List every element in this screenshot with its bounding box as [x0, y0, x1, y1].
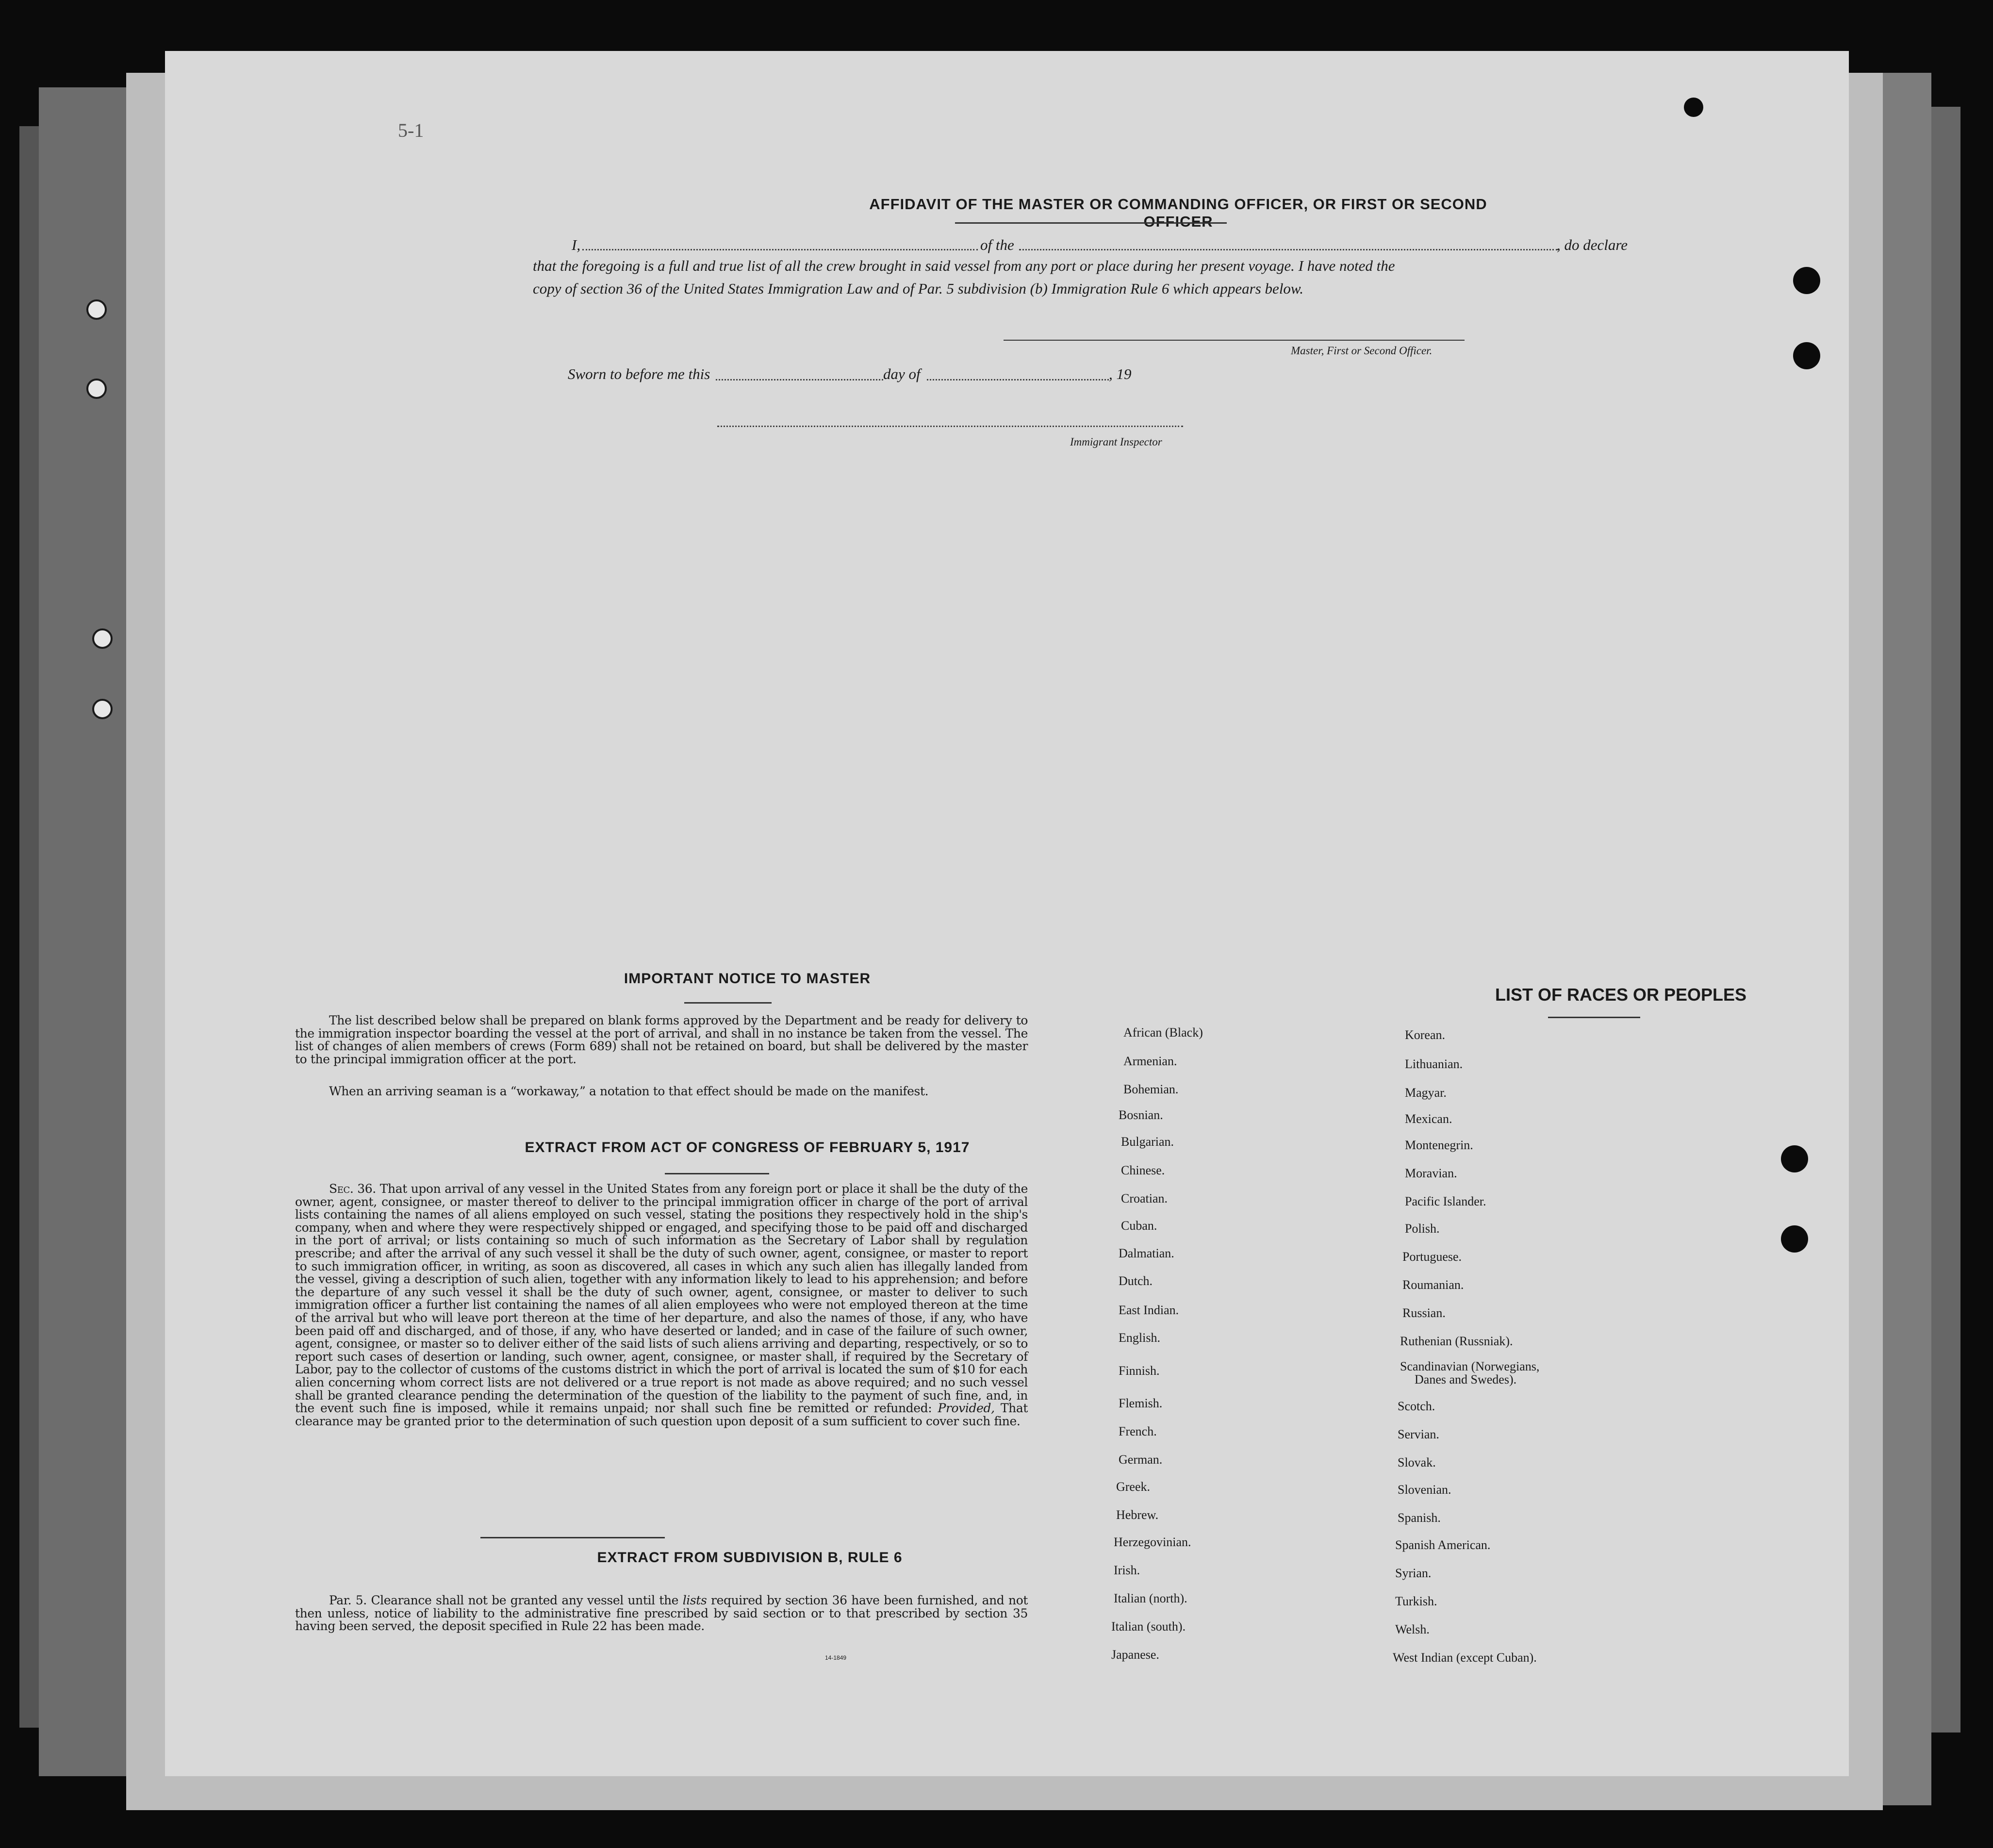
race-item: Scandinavian (Norwegians,: [1400, 1359, 1540, 1373]
officer-name-field[interactable]: [582, 249, 978, 250]
race-item: Italian (south).: [1111, 1619, 1186, 1634]
punch-hole: [1684, 98, 1703, 117]
race-item: African (Black): [1123, 1025, 1203, 1040]
race-item: Herzegovinian.: [1114, 1535, 1191, 1549]
race-item: Lithuanian.: [1405, 1057, 1463, 1071]
race-item: Russian.: [1402, 1306, 1446, 1320]
page-mark: 5-1: [398, 119, 424, 141]
race-item: Bohemian.: [1123, 1082, 1179, 1096]
race-item: Japanese.: [1111, 1648, 1159, 1662]
race-item: Turkish.: [1395, 1594, 1437, 1608]
race-item: Dutch.: [1119, 1274, 1153, 1288]
race-item: West Indian (except Cuban).: [1393, 1650, 1537, 1665]
sworn-month-field[interactable]: [927, 379, 1109, 380]
declarant-prefix: I,: [572, 236, 581, 253]
race-item: French.: [1119, 1424, 1157, 1438]
declaration-end: , do declare: [1557, 236, 1628, 253]
notice-paragraph-2: When an arriving seaman is a “workaway,” a notation to that effect should be made on the manifest.: [329, 1084, 929, 1098]
race-item: Italian (north).: [1114, 1591, 1187, 1605]
race-item: German.: [1119, 1452, 1163, 1467]
rule-6-text: Par. 5. Clearance shall not be granted any vessel until the lists required by section 36 have been furnished, and not then unless, notice of liability to the administrative fine prescribed by said section or to that prescribed by section 35 having been served, the deposit specified in Rule 22 has been made.: [295, 1593, 1028, 1634]
sworn-prefix: Sworn to before me this: [568, 365, 710, 382]
declaration-line-1: [572, 236, 580, 254]
affidavit-title: AFFIDAVIT OF THE MASTER OR COMMANDING OFFICER, OR FIRST OR SECOND OFFICER: [869, 196, 1487, 230]
races-title: LIST OF RACES OR PEOPLES: [1495, 985, 1747, 1005]
sworn-day-of: day of: [883, 365, 921, 382]
inspector-caption: Immigrant Inspector: [1070, 436, 1162, 448]
binder-hole: [92, 628, 113, 649]
race-item: Danes and Swedes).: [1415, 1372, 1517, 1386]
extract-act-title: EXTRACT FROM ACT OF CONGRESS OF FEBRUARY 5, 1917: [525, 1139, 970, 1155]
race-item: Magyar.: [1405, 1086, 1447, 1100]
race-item: Moravian.: [1405, 1166, 1457, 1180]
race-item: Polish.: [1405, 1221, 1440, 1236]
race-item: Montenegrin.: [1405, 1138, 1473, 1152]
binder-hole: [86, 379, 107, 399]
race-item: Slovak.: [1398, 1455, 1436, 1469]
race-item: Mexican.: [1405, 1112, 1452, 1126]
race-item: Servian.: [1398, 1427, 1439, 1441]
inspector-signature-line[interactable]: [717, 426, 1183, 427]
race-item: Greek.: [1116, 1480, 1151, 1494]
vessel-name-field[interactable]: [1019, 249, 1558, 250]
signature-line[interactable]: [1004, 340, 1465, 341]
punch-hole: [1781, 1225, 1808, 1253]
race-item: Slovenian.: [1398, 1483, 1451, 1497]
sworn-day-field[interactable]: [716, 379, 883, 380]
race-item: Croatian.: [1121, 1191, 1168, 1205]
race-item: Welsh.: [1395, 1622, 1430, 1636]
binder-hole: [92, 699, 113, 719]
divider: [480, 1537, 665, 1538]
race-item: Dalmatian.: [1119, 1246, 1174, 1260]
race-item: Spanish.: [1398, 1511, 1441, 1525]
race-item: Chinese.: [1121, 1163, 1165, 1177]
notice-paragraph-1: The list described below shall be prepared on blank forms approved by the Department and be ready for delivery to the immigration inspector boarding the vessel at the port of arrival, and shall in no instance be taken from the vessel. The list of changes of alien members of crews (Form 689) shall not be retained on board, but shall be delivered by the master to the principal immigration officer at the port.: [295, 1013, 1028, 1066]
race-item: Scotch.: [1398, 1399, 1435, 1413]
race-item: Syrian.: [1395, 1566, 1432, 1580]
divider: [665, 1173, 769, 1174]
punch-hole: [1793, 267, 1820, 294]
race-item: Flemish.: [1119, 1396, 1163, 1410]
race-item: Finnish.: [1119, 1364, 1160, 1378]
form-number: 14-1849: [825, 1654, 847, 1661]
extract-rule-title: EXTRACT FROM SUBDIVISION B, RULE 6: [597, 1550, 903, 1566]
divider: [955, 222, 1227, 224]
binder-hole: [86, 299, 107, 320]
race-item: Ruthenian (Russniak).: [1400, 1334, 1513, 1348]
declaration-of-the: of the: [980, 236, 1014, 253]
punch-hole: [1793, 342, 1820, 369]
race-item: Armenian.: [1123, 1054, 1177, 1068]
race-item: Hebrew.: [1116, 1508, 1159, 1522]
race-item: Irish.: [1114, 1563, 1140, 1577]
race-item: Roumanian.: [1402, 1278, 1464, 1292]
notice-title: IMPORTANT NOTICE TO MASTER: [624, 971, 871, 987]
declaration-line-2: that the foregoing is a full and true list of all the crew brought in said vessel from any port or place during her present voyage. I have noted the: [533, 257, 1395, 274]
race-item: Bosnian.: [1119, 1108, 1163, 1122]
race-item: English.: [1119, 1331, 1160, 1345]
divider: [1548, 1017, 1640, 1018]
section-36-text: Sec. 36. That upon arrival of any vessel in the United States from any foreign port or place it shall be the duty of the owner, agent, consignee, or master thereof to deliver to the principal immigration officer in charge of the port of arrival lists containing the names of all aliens employed on such vessel, stating the positions they respectively hold in the ship's company, when and where they were respectively shipped or engaged, and specifying those to be paid off and discharged in the port of arrival; or lists containing so much of such information as the Secretary of Labor shall by regulation prescribe; and after the arrival of any such vessel it shall be the duty of such owner, agent, consignee, or master to report to such immigration officer, in writing, as soon as discovered, all cases in which any such alien has illegally landed from the vessel, giving a description of such alien, together with any information likely to lead to his apprehension; and before the departure of any such vessel it shall be the duty of such owner, agent, consignee, or master to deliver to such immigration officer a further list containing the names of all alien employees who were not employed thereon at the time of the arrival but who will leave port thereon at the time of her departure, and also the names of those, if any, who have been paid off and discharged, and of those, if any, who have deserted or landed; and in case of the failure of such owner, agent, consignee, or master so to deliver either of the said lists of such aliens arriving and departing, respectively, or so to report such cases of desertion or landing, such owner, agent, consignee, or master shall, if required by the Secretary of Labor, pay to the collector of customs of the customs district in which the port of arrival is located the sum of $10 for each alien concerning whom correct lists are not delivered or a true report is not made as above required; and no such vessel shall be granted clearance pending the determination of the question of the liability to the payment of such fine, and, in the event such fine is imposed, while it remains unpaid; nor shall such fine be remitted or refunded: Provided, That clearance may be granted prior to the determination of such question upon deposit of a sum sufficient to cover such fine.: [295, 1182, 1028, 1428]
race-item: Korean.: [1405, 1028, 1446, 1042]
race-item: East Indian.: [1119, 1303, 1179, 1317]
race-item: Pacific Islander.: [1405, 1194, 1486, 1208]
punch-hole: [1781, 1145, 1808, 1172]
manifest-page: [165, 51, 1849, 1776]
declaration-line-3: copy of section 36 of the United States Immigration Law and of Par. 5 subdivision (b) Immigration Rule 6 which appears below.: [533, 280, 1304, 297]
race-item: Bulgarian.: [1121, 1135, 1174, 1149]
sworn-year: , 19: [1109, 365, 1132, 382]
race-item: Cuban.: [1121, 1219, 1157, 1233]
divider: [684, 1002, 772, 1004]
race-item: Spanish American.: [1395, 1538, 1491, 1552]
race-item: Portuguese.: [1402, 1250, 1462, 1264]
signature-caption: Master, First or Second Officer.: [1291, 345, 1433, 357]
